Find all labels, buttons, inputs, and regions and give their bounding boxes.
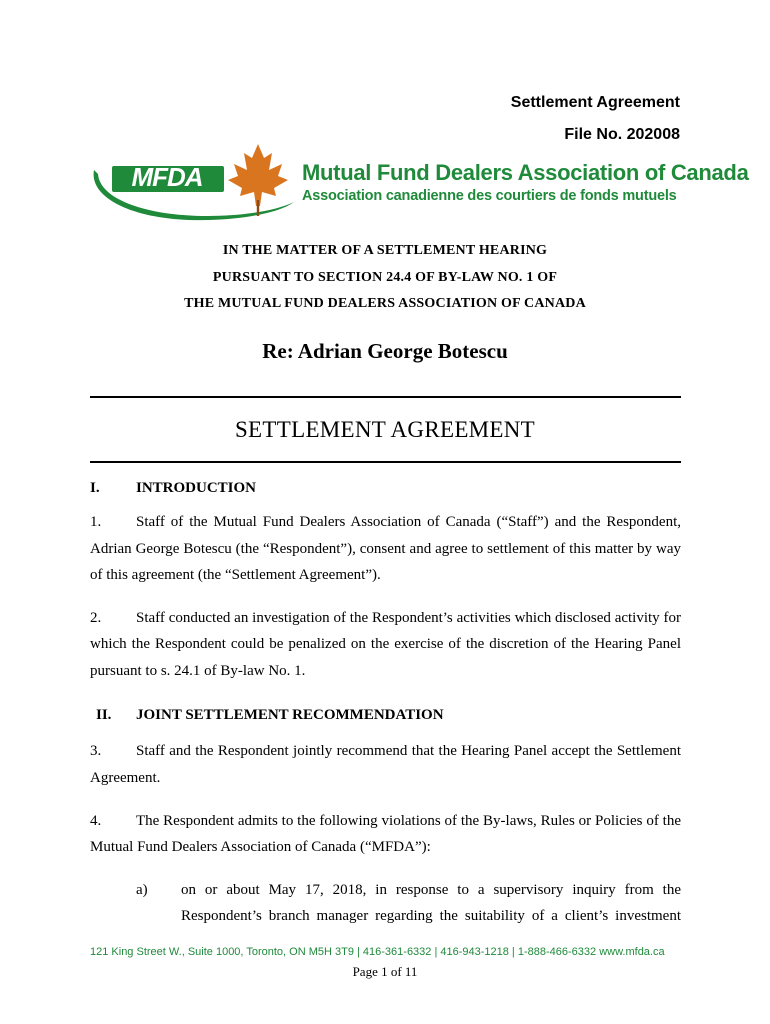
paragraph-4-line-2: Mutual Fund Dealers Association of Canada (“MFDA”): bbox=[90, 839, 431, 855]
subparagraph-a-label: a) bbox=[136, 882, 148, 898]
caption-line-3: THE MUTUAL FUND DEALERS ASSOCIATION OF CANADA bbox=[184, 296, 586, 311]
document-type-label: Settlement Agreement bbox=[510, 94, 680, 111]
section-1-number: I. bbox=[90, 480, 100, 496]
logo-name-french: Association canadienne des courtiers de fonds mutuels bbox=[302, 188, 677, 204]
page-number: Page 1 of 11 bbox=[352, 964, 418, 979]
paragraph-3-line-2: Agreement. bbox=[90, 770, 161, 786]
subparagraph-a-line-2: Respondent’s branch manager regarding the suitability of a client’s investment bbox=[181, 908, 681, 924]
subparagraph-a-line-1: on or about May 17, 2018, in response to a supervisory inquiry from the bbox=[181, 882, 681, 898]
logo-abbreviation: MFDA bbox=[131, 162, 203, 192]
section-2-number: II. bbox=[96, 707, 112, 723]
paragraph-1-line-2: Adrian George Botescu (the “Respondent”), consent and agree to settlement of this matter by way bbox=[90, 541, 681, 557]
paragraph-3-line-1: Staff and the Respondent jointly recommend that the Hearing Panel accept the Settlement bbox=[136, 743, 681, 759]
logo-name-english: Mutual Fund Dealers Association of Canada bbox=[302, 160, 749, 185]
paragraph-2-line-3: pursuant to s. 24.1 of By-law No. 1. bbox=[90, 663, 306, 679]
paragraph-2-line-2: which the Respondent could be penalized on the exercise of the discretion of the Hearing Panel bbox=[90, 636, 681, 652]
mfda-logo bbox=[88, 140, 749, 228]
divider-bottom bbox=[90, 461, 681, 463]
logo-trademark: TM bbox=[212, 182, 221, 188]
paragraph-1-line-1: Staff of the Mutual Fund Dealers Association of Canada (“Staff”) and the Respondent, bbox=[136, 514, 681, 530]
file-number: File No. 202008 bbox=[564, 126, 680, 143]
paragraph-2-number: 2. bbox=[90, 610, 102, 626]
paragraph-3-number: 3. bbox=[90, 743, 102, 759]
maple-leaf-icon bbox=[228, 144, 288, 216]
paragraph-2-line-1: Staff conducted an investigation of the Respondent’s activities which disclosed activity for bbox=[136, 610, 681, 626]
paragraph-4-number: 4. bbox=[90, 813, 102, 829]
paragraph-4-line-1: The Respondent admits to the following violations of the By-laws, Rules or Policies of the bbox=[136, 813, 681, 829]
section-1-title: INTRODUCTION bbox=[136, 480, 257, 496]
caption-line-1: IN THE MATTER OF A SETTLEMENT HEARING bbox=[222, 243, 548, 258]
divider-top bbox=[90, 396, 681, 398]
caption-line-2: PURSUANT TO SECTION 24.4 OF BY-LAW NO. 1 OF bbox=[212, 270, 558, 285]
section-2-title: JOINT SETTLEMENT RECOMMENDATION bbox=[136, 707, 444, 723]
paragraph-1-line-3: of this agreement (the “Settlement Agreement”). bbox=[90, 567, 381, 583]
re-line: Re: Adrian George Botescu bbox=[262, 339, 508, 363]
paragraph-1-number: 1. bbox=[90, 514, 102, 530]
page-title: SETTLEMENT AGREEMENT bbox=[234, 417, 536, 442]
footer-address: 121 King Street W., Suite 1000, Toronto, ON M5H 3T9 | 416-361-6332 | 416-943-1218 | 1-888-466-6332 www.mfda.ca bbox=[90, 946, 665, 958]
